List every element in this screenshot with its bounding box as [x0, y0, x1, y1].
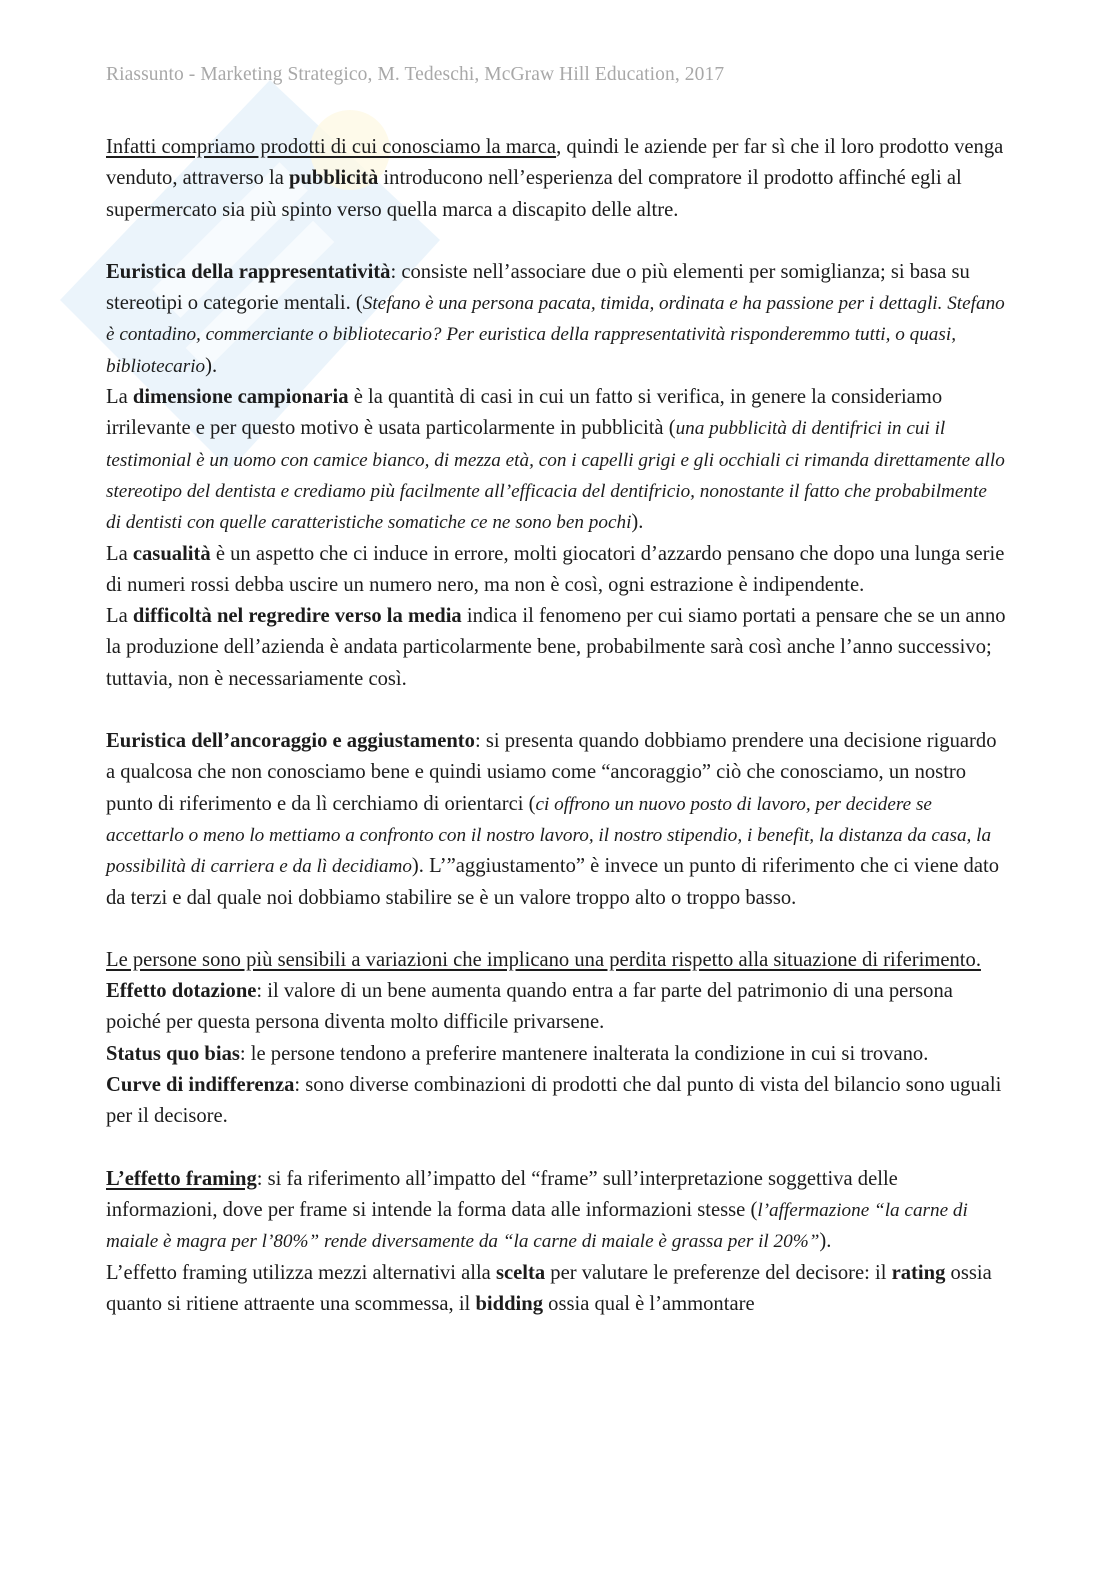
paragraph-p5 — [106, 601, 1006, 695]
paragraph-p4 — [106, 539, 1006, 602]
bold-term: dimensione campionaria — [132, 386, 349, 409]
italic-example: ci offrono un nuovo posto di lavoro, per decidere se accettarlo o meno lo mettiamo a confronto con il nostro lavoro, il nostro stipendio, i benefit, la distanza da casa, la possibilità di carriera e da lì decidiamo — [106, 793, 992, 878]
text-run: : le persone tendono a preferire mantenere inalterata la condizione in cui si trovano. — [239, 1042, 929, 1065]
paragraph-p2 — [106, 257, 1006, 382]
text-run: ossia quanto si ritiene attraente una scommessa, il — [106, 1261, 992, 1315]
paragraph-p11 — [106, 1164, 1006, 1258]
bold-term: scelta — [495, 1261, 546, 1284]
text-run: è un aspetto che ci induce in errore, molti giocatori d’azzardo pensano che dopo una lunga serie di numeri rossi debba uscire un numero nero, ma non è così, ogni estrazione è indipendente. — [106, 542, 1005, 596]
bold-term: Effetto dotazione — [106, 980, 257, 1003]
bold-term: bidding — [475, 1292, 543, 1315]
running-header: Riassunto - Marketing Strategico, M. Tedeschi, McGraw Hill Education, 2017 — [106, 64, 725, 85]
bold-term: pubblicità — [289, 167, 379, 190]
text-run: : il valore di un bene aumenta quando entra a far parte del patrimonio di una persona poiché per questa persona diventa molto difficile privarsene. — [106, 980, 953, 1034]
text-run: La — [106, 605, 133, 628]
underlined-text: Infatti compriamo prodotti di cui conosciamo la marca — [106, 136, 557, 158]
italic-example: Stefano è una persona pacata, timida, ordinata e ha passione per i dettagli. Stefano è contadino, commerciante o bibliotecario? Per euristica della rappresentatività risponderemmo tutti, o quasi, bibliotecario — [106, 293, 1005, 377]
text-run: indica il fenomeno per cui siamo portati a pensare che se un anno la produzione dell’azienda è andata particolarmente bene, probabilmente sarà così anche l’anno successivo; tuttavia, non è necessariamente così. — [106, 605, 1006, 690]
text-run: è la quantità di casi in cui un fatto si verifica, in genere la consideriamo irrilevante e per questo motivo è usata particolarmente in pubblicità ( — [106, 386, 943, 440]
text-run: La — [106, 386, 133, 409]
bold-term: Status quo bias — [106, 1042, 240, 1065]
text-run: : consiste nell’associare due o più elementi per somiglianza; si basa su stereotipi o categorie mentali. ( — [106, 260, 970, 315]
text-run: ). — [205, 354, 218, 377]
paragraph-p7 — [106, 945, 1006, 976]
italic-example: l’affermazione “la carne di maiale è magra per l’80%” rende diversamente da “la carne di maiale è grassa per il 20%” — [106, 1199, 968, 1253]
text-run: ). L’”aggiustamento” è invece un punto di riferimento che ci viene dato da terzi e dal quale noi dobbiamo stabilire se è un valore troppo alto o troppo basso. — [106, 855, 1000, 909]
text-run: L’effetto framing utilizza mezzi alternativi alla — [106, 1261, 496, 1284]
bold-term: Curve di indifferenza — [106, 1074, 295, 1097]
underlined-text: Le persone sono più sensibili a variazioni che implicano una perdita rispetto alla situazione di riferimento. — [106, 948, 981, 971]
paragraph-p3 — [106, 382, 1006, 538]
text-run: ). — [631, 511, 644, 534]
paragraph-p8 — [106, 976, 1006, 1039]
text-run: : si fa riferimento all’impatto del “frame” sull’interpretazione soggettiva delle informazioni, dove per frame si intende la forma data alle informazioni stesse ( — [106, 1167, 898, 1221]
paragraph-spacer — [106, 914, 1006, 945]
text-run: per valutare le preferenze del decisore: il — [545, 1261, 892, 1284]
paragraph-p6 — [106, 726, 1006, 914]
text-run: ). — [819, 1230, 832, 1253]
paragraph-spacer — [106, 226, 1006, 257]
paragraph-spacer — [106, 695, 1006, 726]
paragraph-p9 — [106, 1039, 1006, 1070]
bold-term: Euristica dell’ancoraggio e aggiustamento — [106, 730, 475, 753]
text-run: : sono diverse combinazioni di prodotti che dal punto di vista del bilancio sono uguali per il decisore. — [106, 1074, 1002, 1128]
text-run: ossia qual è l’ammontare — [543, 1292, 755, 1315]
bold-term: rating — [891, 1261, 946, 1284]
bold-term: casualità — [132, 542, 211, 565]
italic-example: una pubblicità di dentifrici in cui il testimonial è un uomo con camice bianco, di mezza età, con i capelli grigi e gli occhiali ci rimanda direttamente allo stereotipo del dentista e crediamo più facilmente all’efficacia del dentifricio, nonostante il fatto che probabilmente di dentisti con quelle caratteristiche somatiche ce ne sono ben pochi — [106, 418, 1005, 534]
text-run: : si presenta quando dobbiamo prendere una decisione riguardo a qualcosa che non conosciamo bene e quindi usiamo come “ancoraggio” ciò che conosciamo, un nostro punto di riferimento e da lì cerchiamo di orientarci ( — [106, 730, 997, 815]
text-run: introducono nell’esperienza del compratore il prodotto affinché egli al supermercato sia più spinto verso quella marca a discapito delle altre. — [106, 167, 962, 221]
text-run: , quindi le aziende per far sì che il loro prodotto venga venduto, attraverso la — [106, 136, 1004, 190]
paragraph-p10 — [106, 1070, 1006, 1133]
paragraph-spacer — [106, 1133, 1006, 1164]
bold-term: L’effetto framing — [106, 1167, 257, 1190]
paragraph-p12 — [106, 1258, 1006, 1321]
paragraph-p1 — [106, 132, 1006, 226]
bold-term: difficoltà nel regredire verso la media — [132, 605, 462, 628]
text-run: La — [106, 542, 133, 565]
bold-term: Euristica della rappresentatività — [106, 260, 391, 283]
document-body — [106, 132, 1006, 1320]
